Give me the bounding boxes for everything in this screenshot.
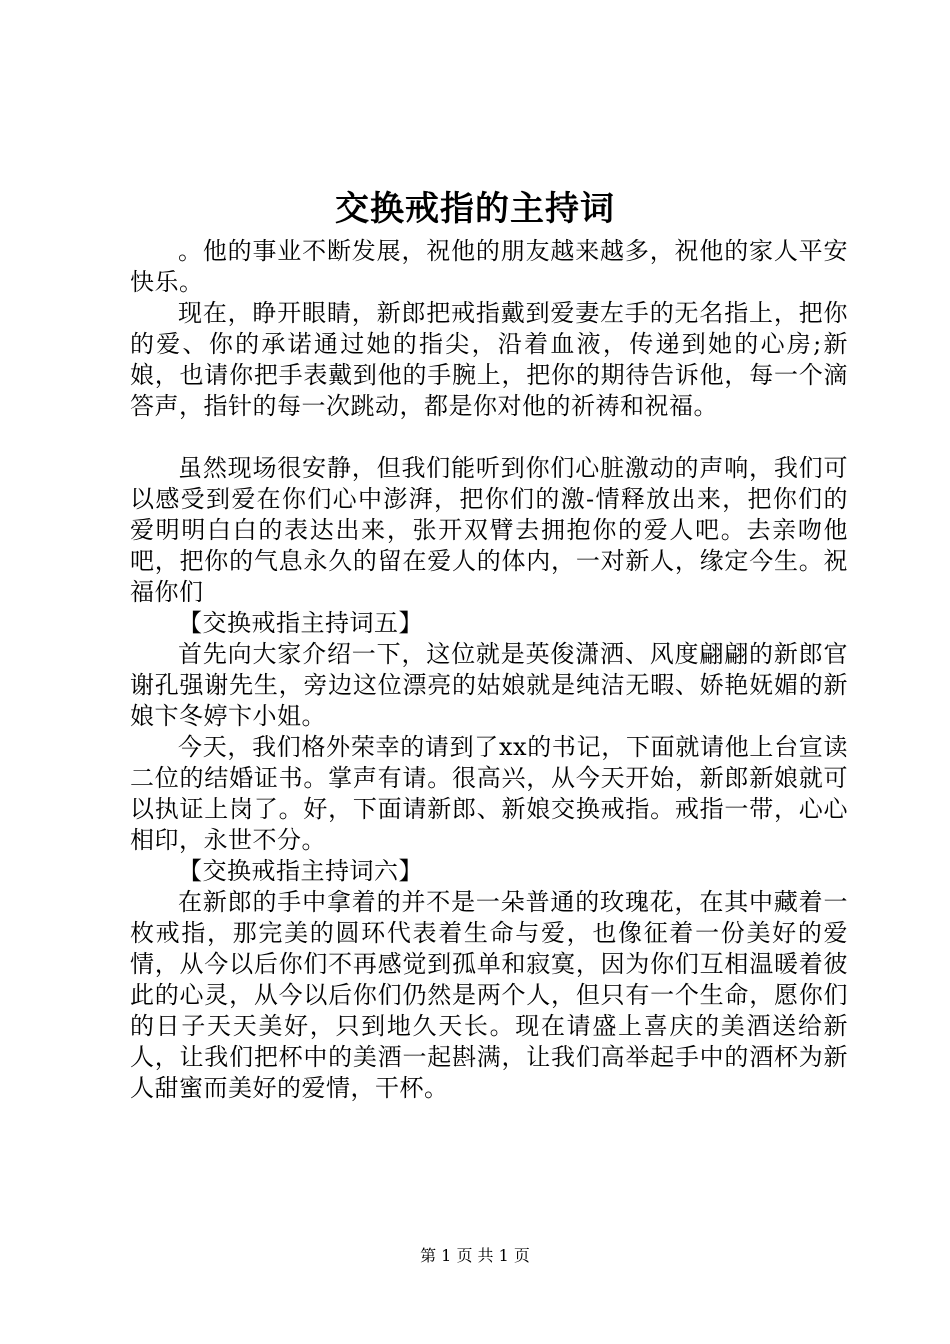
document-body — [130, 236, 848, 1104]
paragraph-6: 在新郎的手中拿着的并不是一朵普通的玫瑰花，在其中藏着一枚戒指，那完美的圆环代表着生命与爱，也像征着一份美好的爱情，从今以后你们不再感觉到孤单和寂寞，因为你们互相温暖着彼此的心灵，从今以后你们仍然是两个人，但只有一个生命，愿你们的日子天天美好，只到地久天长。现在请盛上喜庆的美酒送给新人，让我们把杯中的美酒一起斟满，让我们高举起手中的酒杯为新人甜蜜而美好的爱情，干杯。 — [130, 888, 848, 1102]
section-heading-5: 【交换戒指主持词五】 — [178, 609, 423, 637]
paragraph-1: 。他的事业不断发展，祝他的朋友越来越多，祝他的家人平安快乐。 — [130, 237, 848, 296]
page-footer: 第 1 页 共 1 页 — [420, 1246, 530, 1265]
section-heading-6: 【交换戒指主持词六】 — [178, 857, 423, 885]
paragraph-3: 虽然现场很安静，但我们能听到你们心脏激动的声响，我们可以感受到爱在你们心中澎湃，把你们的激-情释放出来，把你们的爱明明白白的表达出来，张开双臂去拥抱你的爱人吧。去亲吻他吧，把你的气息永久的留在爱人的体内，一对新人，缘定今生。祝福你们 — [130, 454, 848, 606]
paragraph-gap — [130, 422, 848, 453]
paragraph-2: 现在，睁开眼睛，新郎把戒指戴到爱妻左手的无名指上，把你的爱、你的承诺通过她的指尖，沿着血液，传递到她的心房;新娘，也请你把手表戴到他的手腕上，把你的期待告诉他，每一个滴答声，指针的每一次跳动，都是你对他的祈祷和祝福。 — [130, 299, 848, 420]
paragraph-5: 今天，我们格外荣幸的请到了xx的书记，下面就请他上台宣读二位的结婚证书。掌声有请。很高兴，从今天开始，新郎新娘就可以执证上岗了。好，下面请新郎、新娘交换戒指。戒指一带，心心相印，永世不分。 — [130, 733, 848, 854]
paragraph-4: 首先向大家介绍一下，这位就是英俊潇洒、风度翩翩的新郎官谢孔强谢先生，旁边这位漂亮的姑娘就是纯洁无暇、娇艳妩媚的新娘卞冬婷卞小姐。 — [130, 640, 848, 730]
document-title: 交换戒指的主持词 — [335, 189, 615, 229]
